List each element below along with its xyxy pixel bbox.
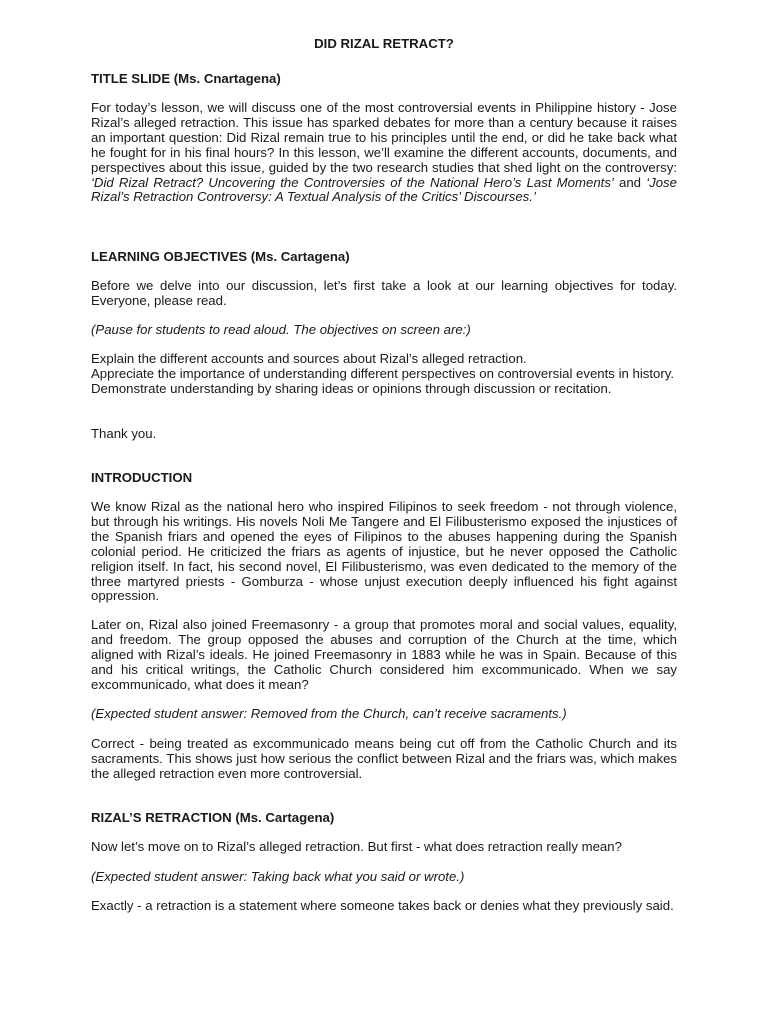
title-slide-paragraph: For today’s lesson, we will discuss one of the most controversial events in Philippine history - Jose Rizal’s alleged retraction. This issue has sparked debates for more than a century because it raises an important question: Did Rizal remain true to his principles until the end, or did he take back what he fought for in his final hours? In this lesson, we’ll examine the different accounts, documents, and perspectives about this issue, guided by the two research studies that shed light on the controversy: ‘Did Rizal Retract? Uncovering the Controversies of the National Hero’s Last Moments’ and ‘Jose Rizal’s Retraction Controversy: A Textual Analysis of the Critics’ Discourses.’ (91, 100, 677, 205)
introduction-paragraph-4: Correct - being treated as excommunicado means being cut off from the Catholic Church and its sacraments. This shows just how serious the conflict between Rizal and the friars was, which makes the alleged retraction even more controversial. (91, 736, 677, 781)
section-heading-introduction: INTRODUCTION (91, 470, 193, 485)
introduction-paragraph-2: Later on, Rizal also joined Freemasonry - a group that promotes moral and social values, equality, and freedom. The group opposed the abuses and corruption of the Church at the time, which aligned with Rizal’s ideals. He joined Freemasonry in 1883 while he was in Spain. Because of this and his critical writings, the Catholic Church considered him excommunicado. When we say excommunicado, what does it mean? (91, 617, 677, 692)
section-heading-retraction: RIZAL’S RETRACTION (Ms. Cartagena) (91, 810, 335, 825)
section-heading-objectives: LEARNING OBJECTIVES (Ms. Cartagena) (91, 249, 350, 264)
retraction-paragraph-1: Now let’s move on to Rizal’s alleged retraction. But first - what does retraction really mean? (91, 839, 622, 854)
objective-item-1: Explain the different accounts and sources about Rizal’s alleged retraction. (91, 351, 527, 366)
objectives-stage-direction: (Pause for students to read aloud. The objectives on screen are:) (91, 322, 471, 337)
page-title: DID RIZAL RETRACT? (314, 36, 454, 51)
retraction-paragraph-3: Exactly - a retraction is a statement where someone takes back or denies what they previously said. (91, 898, 674, 913)
objective-item-2: Appreciate the importance of understanding different perspectives on controversial events in history. (91, 365, 675, 381)
introduction-paragraph-1: We know Rizal as the national hero who inspired Filipinos to seek freedom - not through violence, but through his writings. His novels Noli Me Tangere and El Filibusterismo exposed the injustices of the Spanish friars and opened the eyes of Filipinos to the abuses happening during the Spanish colonial period. He criticized the friars as agents of injustice, but he never opposed the Catholic religion itself. In fact, his second novel, El Filibusterismo, was even dedicated to the memory of the three martyred priests - Gomburza - whose unjust execution deeply influenced his fight against oppression. (91, 499, 677, 604)
objectives-thanks: Thank you. (91, 426, 157, 441)
objectives-list (91, 352, 677, 397)
section-heading-title-slide: TITLE SLIDE (Ms. Cnartagena) (91, 71, 281, 86)
objectives-intro-paragraph: Before we delve into our discussion, let’s first take a look at our learning objectives for today. Everyone, please read. (91, 278, 677, 308)
objective-item-3: Demonstrate understanding by sharing ideas or opinions through discussion or recitation. (91, 380, 612, 396)
retraction-expected-answer: (Expected student answer: Taking back what you said or wrote.) (91, 869, 465, 884)
introduction-expected-answer: (Expected student answer: Removed from the Church, can’t receive sacraments.) (91, 706, 567, 721)
